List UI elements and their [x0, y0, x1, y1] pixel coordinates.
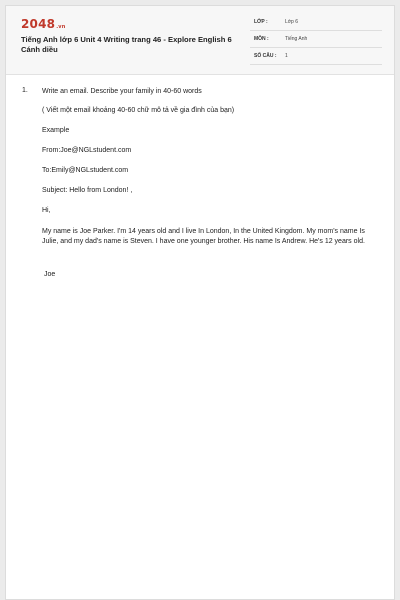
document-page — [5, 5, 395, 600]
meta-value-question-count: 1 — [285, 53, 288, 59]
email-to: To:Emily@NGLstudent.com — [42, 167, 129, 174]
meta-table — [250, 15, 382, 66]
document-title: Tiếng Anh lớp 6 Unit 4 Writing trang 46 - Explore English 6 Cánh diều — [21, 35, 232, 54]
question-number: 1. — [22, 87, 28, 94]
meta-row-question-count — [250, 49, 382, 65]
email-signature: Joe — [44, 271, 56, 278]
meta-row-class — [250, 15, 382, 31]
email-from: From:Joe@NGLstudent.com — [42, 147, 132, 154]
logo-suffix: .vn — [56, 24, 66, 30]
meta-row-subject — [250, 32, 382, 48]
meta-value-class: Lớp 6 — [285, 19, 299, 25]
site-logo[interactable] — [21, 17, 66, 31]
logo-main: 2048 — [21, 17, 56, 31]
email-subject: Subject: Hello from London! , — [42, 187, 133, 194]
meta-label-class: LỚP : — [254, 19, 268, 25]
meta-label-question-count: SỐ CÂU : — [254, 53, 277, 59]
email-body: My name is Joe Parker. I'm 14 years old and I live In London, In the United Kingdom. My mom's name Is Julie, and my dad's name is Steven. I have one younger brother. His name Is Andrew. He's 12 years old. — [42, 228, 365, 245]
document-header — [6, 6, 394, 75]
meta-value-subject: Tiếng Anh — [285, 36, 308, 42]
email-greeting: Hi, — [42, 207, 51, 214]
question-translation: ( Viết một email khoảng 40-60 chữ mô tả về gia đình của bạn) — [42, 107, 235, 114]
example-label: Example — [42, 127, 70, 134]
question-prompt: Write an email. Describe your family in 40-60 words — [42, 88, 202, 95]
meta-label-subject: MÔN : — [254, 36, 269, 42]
